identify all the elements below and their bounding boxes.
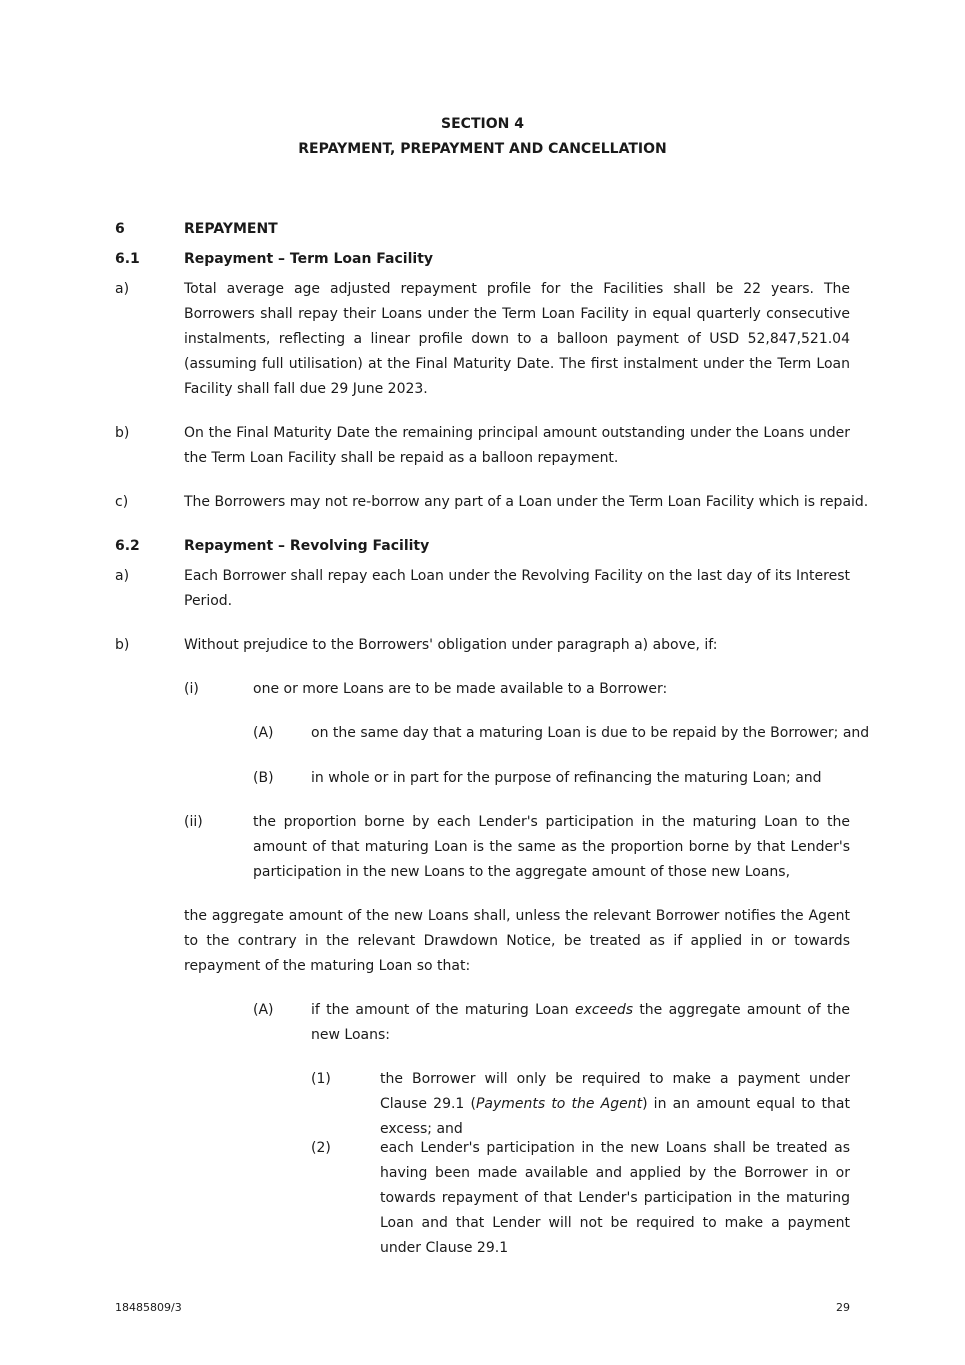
item-text: one or more Loans are to be made available to a Borrower: — [253, 681, 668, 697]
paragraph-text: Total average age adjusted repayment profile for the Facilities shall be 22 years. The Borrowers shall repay their Loans under the Term Loan Facility in equal quarterly consecutive instalments, reflecting a linear profile down to a balloon payment of USD 52,847,521.04 (assuming full utilisation) at the Final Maturity Date. The first instalment under the Term Loan Facility shall fall due 29 June 2023. — [184, 281, 850, 397]
section-heading: SECTION 4 — [441, 116, 524, 132]
paragraph-text: Without prejudice to the Borrowers' obligation under paragraph a) above, if: — [184, 637, 718, 653]
subclause-number: 6.2 — [115, 538, 140, 554]
subsubitem-text: each Lender's participation in the new Loans shall be treated as having been made available and applied by the Borrower in or towards repayment of that Lender's participation in the maturing Loan and that Lender will not be required to make a payment under Clause 29.1 — [380, 1140, 850, 1256]
subitem-text: in whole or in part for the purpose of refinancing the maturing Loan; and — [311, 770, 822, 786]
paragraph-label: c) — [115, 494, 129, 510]
item-label: (ii) — [184, 814, 203, 830]
paragraph-label: a) — [115, 281, 130, 297]
subsubitem-text: the Borrower will only be required to make a payment under Clause 29.1 (Payments to the Agent) in an amount equal to that excess; and — [380, 1071, 850, 1137]
paragraph-label: b) — [115, 637, 130, 653]
subclause-number: 6.1 — [115, 251, 140, 267]
document-reference: 18485809/3 — [115, 1301, 182, 1314]
subitem-label: (A) — [253, 725, 274, 741]
subsubitem-label: (2) — [311, 1140, 331, 1156]
subsubitem-label: (1) — [311, 1071, 331, 1087]
section-title: REPAYMENT, PREPAYMENT AND CANCELLATION — [298, 141, 667, 157]
item-label: (i) — [184, 681, 199, 697]
subclause-title: Repayment – Revolving Facility — [184, 538, 430, 554]
paragraph-label: a) — [115, 568, 130, 584]
page-number: 29 — [836, 1301, 850, 1314]
clause-title: REPAYMENT — [184, 221, 278, 237]
paragraph-text: Each Borrower shall repay each Loan under the Revolving Facility on the last day of its Interest Period. — [184, 568, 850, 609]
subitem-text: if the amount of the maturing Loan exceeds the aggregate amount of the new Loans: — [311, 1002, 850, 1043]
paragraph-text: On the Final Maturity Date the remaining principal amount outstanding under the Loans under the Term Loan Facility shall be repaid as a balloon repayment. — [184, 425, 850, 466]
subitem-label: (B) — [253, 770, 274, 786]
clause-number: 6 — [115, 221, 125, 237]
continuation-text: the aggregate amount of the new Loans shall, unless the relevant Borrower notifies the Agent to the contrary in the relevant Drawdown Notice, be treated as if applied in or towards repayment of the maturing Loan so that: — [184, 908, 850, 974]
subitem-text: on the same day that a maturing Loan is due to be repaid by the Borrower; and — [311, 725, 870, 741]
paragraph-label: b) — [115, 425, 130, 441]
item-text: the proportion borne by each Lender's participation in the maturing Loan to the amount of that maturing Loan is the same as the proportion borne by that Lender's participation in the new Loans to the aggregate amount of those new Loans, — [253, 814, 850, 880]
subclause-title: Repayment – Term Loan Facility — [184, 251, 434, 267]
subitem-label: (A) — [253, 1002, 274, 1018]
paragraph-text: The Borrowers may not re-borrow any part of a Loan under the Term Loan Facility which is repaid. — [184, 494, 869, 510]
